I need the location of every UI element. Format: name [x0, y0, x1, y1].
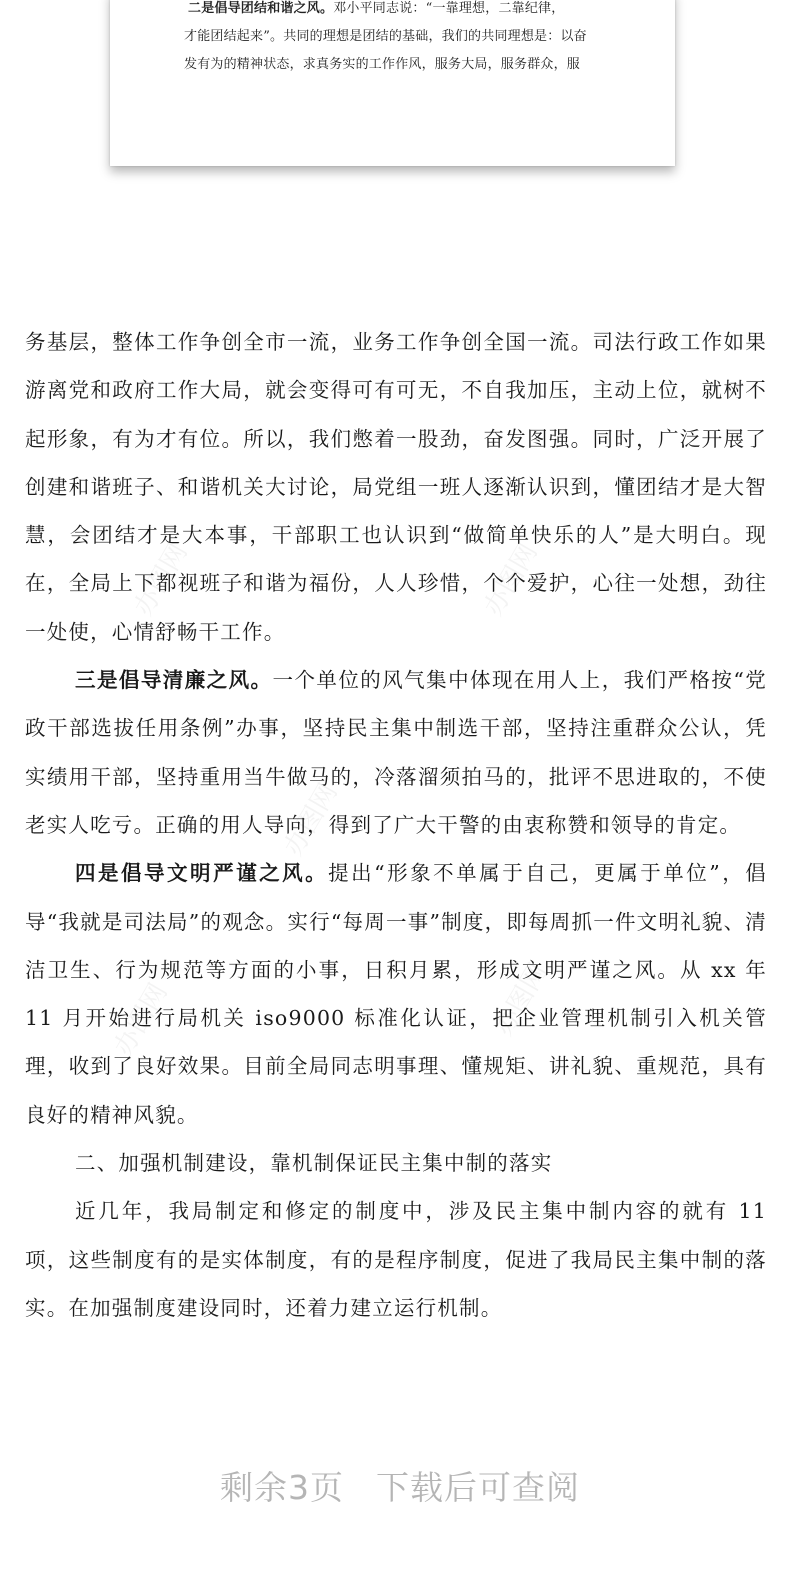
paragraph-heading-bold: 三是倡导清廉之风。: [75, 668, 273, 693]
document-body: [25, 318, 767, 1332]
watermark: 办图网: [128, 538, 194, 622]
paragraph-heading-bold: 四是倡导文明严谨之风。: [75, 861, 329, 886]
section-heading: 二、加强机制建设，靠机制保证民主集中制的落实: [75, 1151, 553, 1176]
watermark: 办图网: [278, 778, 344, 862]
preview-line-1: [110, 0, 675, 18]
paragraph-clean-culture: [25, 656, 767, 849]
watermark: 办图网: [488, 958, 554, 1042]
paragraph-mechanism: 近几年，我局制定和修定的制度中，涉及民主集中制内容的就有 11 项，这些制度有的是实体制度，有的是程序制度，促进了我局民主集中制的落实。在加强制度建设同时，还着力建立运行机制。: [25, 1199, 767, 1320]
download-to-view-text: 下载后可查阅: [376, 1468, 580, 1507]
preview-line-1-bold: 二是倡导团结和谐之风。: [188, 1, 334, 16]
paragraph-civility: [25, 849, 767, 1139]
preview-page-card: [110, 0, 675, 166]
paragraph-text: 一个单位的风气集中体现在用人上，我们严格按“党政干部选拔任用条例”办事，坚持民主集中制选干部，坚持注重群众公认，凭实绩用干部，坚持重用当牛做马的，冷落溜须拍马的，批评不思进取的，不使老实人吃亏。正确的用人导向，得到了广大干警的由衷称赞和领导的肯定。: [25, 668, 767, 837]
watermark: 办图网: [108, 978, 174, 1062]
paragraph-text: 提出“形象不单属于自己，更属于单位”，倡导“我就是司法局”的观念。实行“每周一事”制度，即每周抓一件文明礼貌、清洁卫生、行为规范等方面的小事，日积月累，形成文明严谨之风。从 xx 年 11 月开始进行局机关 iso9000 标准化认证，把企业管理机制引入机关管理，收到了良好效果。目前全局同志明事理、懂规矩、讲礼貌、重规范，具有良好的精神风貌。: [25, 861, 767, 1127]
download-prompt[interactable]: [0, 1462, 800, 1509]
watermark: 办图网: [478, 538, 544, 622]
preview-line-3: 发有为的精神状态，求真务实的工作作风，服务大局，服务群众，服: [184, 57, 581, 72]
remaining-pages-text: 剩余3页: [220, 1468, 344, 1507]
preview-line-1-text: 邓小平同志说：“一靠理想，二靠纪律，: [333, 1, 565, 16]
paragraph-continued: 务基层，整体工作争创全市一流，业务工作争创全国一流。司法行政工作如果游离党和政府工作大局，就会变得可有可无，不自我加压，主动上位，就树不起形象，有为才有位。所以，我们憋着一股劲，奋发图强。同时，广泛开展了创建和谐班子、和谐机关大讨论，局党组一班人逐渐认识到，懂团结才是大智慧，会团结才是大本事，干部职工也认识到“做简单快乐的人”是大明白。现在，全局上下都视班子和谐为福份，人人珍惜，个个爱护，心往一处想，劲往一处使，心情舒畅干工作。: [25, 330, 767, 644]
preview-line-2: 才能团结起来”。共同的理想是团结的基础，我们的共同理想是：以奋: [184, 29, 587, 44]
